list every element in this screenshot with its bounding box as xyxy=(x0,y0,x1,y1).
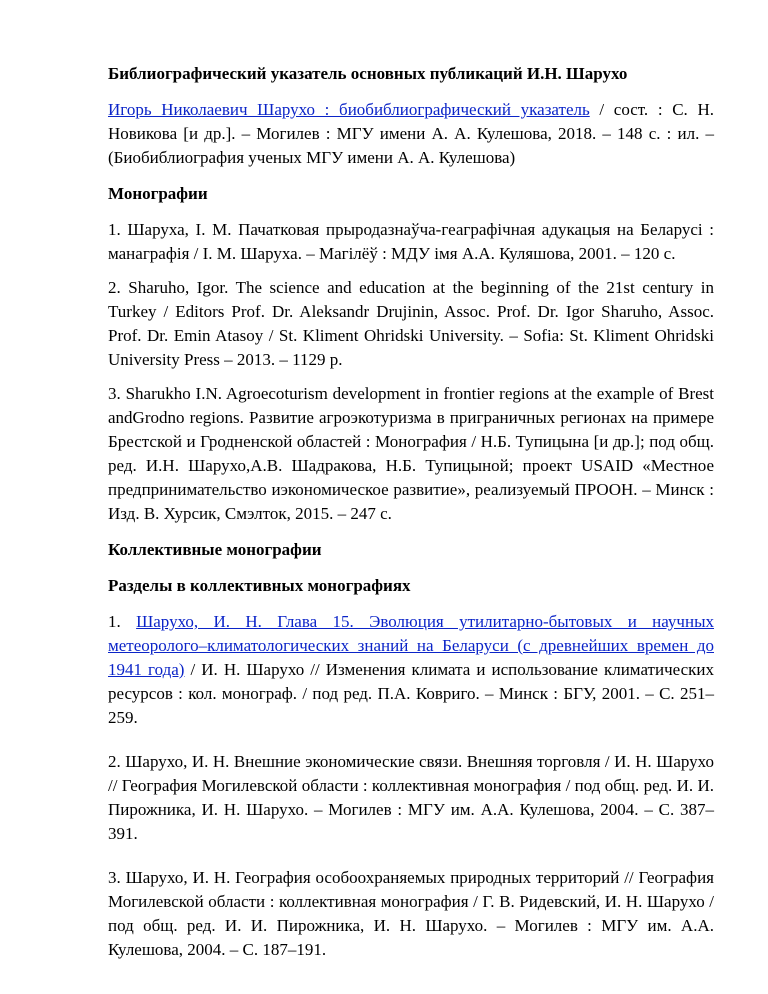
monograph-item-3: 3. Sharukho I.N. Agroecoturism development in frontier regions at the example of Brest andGrodno regions. Развитие агроэкотуризма в приграничных регионах на примере Брестской и Гродненской областей : Монография / Н.Б. Тупицына [и др.]; под общ. ред. И.Н. Шарухо,А.В. Шадракова, Н.Б. Тупицыной; проект USAID «Местное предпринимательство иэкономическое развитие», реализуемый ПРООН. – Минск : Изд. В. Хурсик, Смэлток, 2015. – 247 с. xyxy=(108,384,714,523)
monograph-item-1: 1. Шаруха, І. М. Пачатковая прыродазнаўча-геаграфічная адукацыя на Беларусі : манаграфія / І. М. Шаруха. – Магілёў : МДУ імя А.А. Куляшова, 2001. – 120 с. xyxy=(108,220,714,263)
monograph-item-2: 2. Sharuho, Igor. The science and education at the beginning of the 21st century in Turkey / Editors Prof. Dr. Aleksandr Drujinin, Assoc. Prof. Dr. Igor Sharuho, Assoc. Prof. Dr. Emin Atasoy / St. Kliment Ohridski University. – Sofia: St. Kliment Ohridski University Press – 2013. – 1129 p. xyxy=(108,278,714,369)
chapter-item-2: 2. Шарухо, И. Н. Внешние экономические связи. Внешняя торговля / И. Н. Шарухо // География Могилевской области : коллективная монография / под общ. ред. И. И. Пирожника, И. Н. Шарухо. – Могилев : МГУ им. А.А. Кулешова, 2004. – С. 387–391. xyxy=(108,752,714,843)
section-heading-chapters: Разделы в коллективных монографиях xyxy=(108,576,411,595)
intro-text: / сост. : С. Н. Новикова [и др.]. – Могилев : МГУ имени А. А. Кулешова, 2018. – 148 с. : ил. – (Биобиблиография ученых МГУ имени А. А. Кулешова) xyxy=(108,100,714,167)
chapter-item-1 xyxy=(108,610,714,730)
document-page xyxy=(108,62,714,962)
chapter-item-1-link[interactable]: Шарухо, И. Н. Глава 15. Эволюция утилитарно-бытовых и научных метеоролого–климатологических знаний на Беларуси (с древнейших времен до 1941 года) xyxy=(108,612,715,679)
chapter-item-3: 3. Шарухо, И. Н. География особоохраняемых природных территорий // География Могилевской области : коллективная монография / Г. В. Ридевский, И. Н. Шарухо / под общ. ред. И. И. Пирожника, И. Н. Шарухо. – Могилев : МГУ им. А.А. Кулешова, 2004. – С. 187–191. xyxy=(108,868,714,959)
intro-link[interactable]: Игорь Николаевич Шарухо : биобиблиографический указатель xyxy=(108,100,590,119)
chapter-item-1-number: 1. xyxy=(108,612,137,631)
section-heading-monographs: Монографии xyxy=(108,184,208,203)
document-title: Библиографический указатель основных публикаций И.Н. Шарухо xyxy=(108,64,628,83)
chapter-item-1-text: / И. Н. Шарухо // Изменения климата и использование климатических ресурсов : кол. монограф. / под ред. П.А. Ковриго. – Минск : БГУ, 2001. – С. 251–259. xyxy=(108,660,714,727)
section-heading-collective: Коллективные монографии xyxy=(108,540,322,559)
intro-paragraph xyxy=(108,98,714,170)
